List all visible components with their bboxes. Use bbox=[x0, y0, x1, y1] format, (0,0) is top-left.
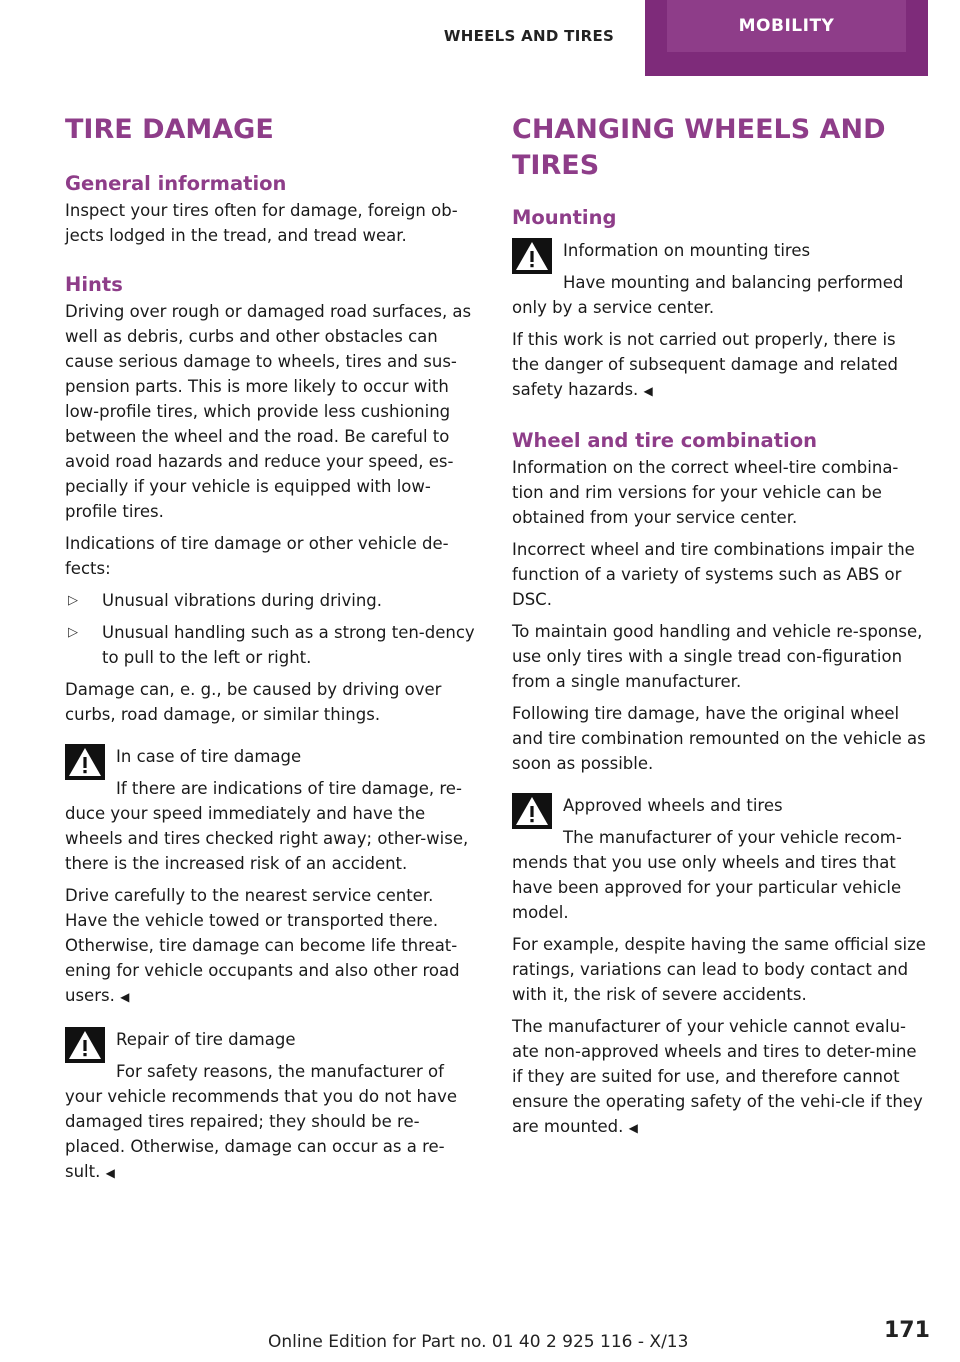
warning-triangle-icon bbox=[65, 744, 105, 780]
running-header-section: WHEELS AND TIRES bbox=[443, 27, 615, 45]
warning-title: In case of tire damage bbox=[116, 747, 302, 766]
warning-triangle-icon bbox=[512, 793, 552, 829]
page-number: 171 bbox=[884, 1318, 930, 1343]
heading-hints: Hints bbox=[65, 273, 123, 296]
warning-text-2: If this work is not carried out properly, there is the danger of subsequent damage and related safety hazards. bbox=[512, 330, 898, 399]
page-footer bbox=[0, 1318, 960, 1362]
warning-title: Repair of tire damage bbox=[116, 1030, 296, 1049]
warning-text-2: Drive carefully to the nearest service center. Have the vehicle towed or transported there. Otherwise, tire damage can become life threat-ening for vehicle occupants and also other road users. bbox=[65, 886, 460, 1005]
warning-text-2: For example, despite having the same official size ratings, variations can lead to body contact and with it, the risk of severe accidents. bbox=[512, 935, 926, 1004]
edition-text: Online Edition for Part no. 01 40 2 925 116 - X/13 bbox=[268, 1332, 689, 1352]
warning-title: Approved wheels and tires bbox=[563, 796, 783, 815]
hints-paragraph-1: Driving over rough or damaged road surfaces, as well as debris, curbs and other obstacles can cause serious damage to wheels, tires and sus-pension parts. This is more likely to occur with low-profile tires, which provide less cushioning between the wheel and the road. Be careful to avoid road hazards and reduce your speed, es-pecially if your vehicle is equipped with low-profile tires. bbox=[65, 302, 472, 521]
list-item-text: Unusual handling such as a strong ten-dency to pull to the left or right. bbox=[102, 623, 475, 667]
heading-mounting: Mounting bbox=[512, 206, 617, 229]
warning-text: Have mounting and balancing performed only by a service center. bbox=[512, 273, 904, 317]
right-column bbox=[512, 112, 926, 1148]
warning-text-continued bbox=[512, 1014, 926, 1141]
chapter-tab-label: MOBILITY bbox=[667, 0, 906, 52]
list-item-text: Unusual vibrations during driving. bbox=[102, 591, 382, 610]
warning-text-3: The manufacturer of your vehicle cannot evalu-ate non-approved wheels and tires to deter-mine if they are suited for use, and therefore cannot ensure the operating safety of the vehi-cle if they are mounted. bbox=[512, 1017, 923, 1136]
heading-general-information: General information bbox=[65, 172, 287, 195]
section-title-changing-wheels: CHANGING WHEELS AND TIRES bbox=[512, 114, 886, 181]
combination-paragraph-1: Information on the correct wheel-tire combina-tion and rim versions for your vehicle can be obtained from your service center. bbox=[512, 458, 899, 527]
left-column bbox=[65, 112, 479, 1193]
warning-triangle-icon bbox=[512, 238, 552, 274]
section-title-tire-damage: TIRE DAMAGE bbox=[65, 114, 274, 145]
warning-text-continued bbox=[512, 327, 926, 404]
combination-paragraph-4: Following tire damage, have the original wheel and tire combination remounted on the vehicle as soon as possible. bbox=[512, 704, 926, 773]
general-information-text: Inspect your tires often for damage, foreign ob-jects lodged in the tread, and tread wear. bbox=[65, 201, 458, 245]
warning-tire-damage bbox=[65, 744, 479, 769]
warning-approved-wheels bbox=[512, 793, 926, 818]
warning-title: Information on mounting tires bbox=[563, 241, 811, 260]
combination-paragraph-2: Incorrect wheel and tire combinations impair the function of a variety of systems such as ABS or DSC. bbox=[512, 540, 915, 609]
warning-text: The manufacturer of your vehicle recom-mends that you use only wheels and tires that have been approved for your particular vehicle model. bbox=[512, 828, 902, 922]
warning-text: For safety reasons, the manufacturer of your vehicle recommends that you do not have damaged tires repaired; they should be re-placed. Otherwise, damage can occur as a re-sult. bbox=[65, 1062, 458, 1181]
bullet-arrow-icon: ▷ bbox=[68, 593, 78, 608]
list-item bbox=[65, 588, 479, 613]
warning-triangle-icon bbox=[65, 1027, 105, 1063]
heading-wheel-tire-combination: Wheel and tire combination bbox=[512, 429, 817, 452]
warning-text-continued bbox=[65, 1059, 479, 1186]
bullet-arrow-icon: ▷ bbox=[68, 625, 78, 640]
list-item bbox=[65, 620, 479, 670]
warning-text: If there are indications of tire damage, re-duce your speed immediately and have the wheels and tires checked right away; other-wise, there is the increased risk of an accident. bbox=[65, 779, 469, 873]
hints-paragraph-2: Indications of tire damage or other vehicle de-fects: bbox=[65, 534, 449, 578]
end-mark-icon: ◀ bbox=[643, 384, 653, 398]
chapter-tab bbox=[645, 0, 928, 76]
hints-paragraph-3: Damage can, e. g., be caused by driving over curbs, road damage, or similar things. bbox=[65, 680, 442, 724]
end-mark-icon: ◀ bbox=[120, 990, 130, 1004]
warning-tire-repair bbox=[65, 1027, 479, 1052]
warning-mounting bbox=[512, 238, 926, 263]
combination-paragraph-3: To maintain good handling and vehicle re-sponse, use only tires with a single tread con-figuration from a single manufacturer. bbox=[512, 622, 923, 691]
warning-text-continued bbox=[65, 883, 479, 1010]
end-mark-icon: ◀ bbox=[105, 1166, 115, 1180]
end-mark-icon: ◀ bbox=[628, 1121, 638, 1135]
